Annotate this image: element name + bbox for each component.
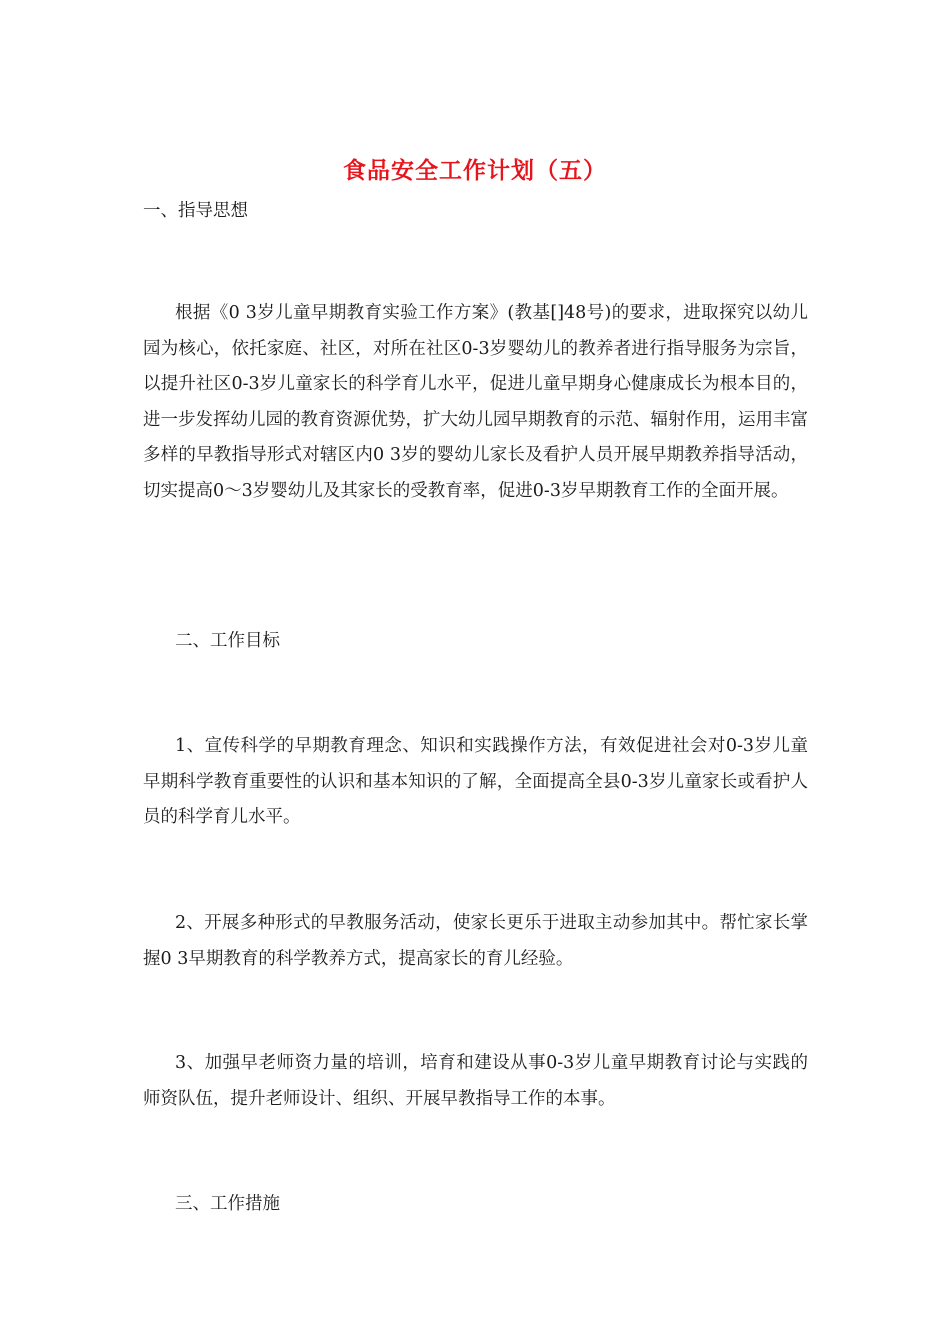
section-heading-work-goals: 二、工作目标 <box>175 631 280 651</box>
paragraph-goal-1: 1、宣传科学的早期教育理念、知识和实践操作方法，有效促进社会对0-3岁儿童早期科学教育重要性的认识和基本知识的了解，全面提高全县0-3岁儿童家长或看护人员的科学育儿水平。 <box>143 736 808 827</box>
section-heading-guiding-ideology: 一、指导思想 <box>143 201 248 221</box>
section-heading-work-measures: 三、工作措施 <box>175 1194 280 1214</box>
paragraph-goal-3: 3、加强早老师资力量的培训，培育和建设从事0-3岁儿童早期教育讨论与实践的师资队伍，提升老师设计、组织、开展早教指导工作的本事。 <box>143 1053 808 1109</box>
paragraph-guiding-ideology: 根据《0 3岁儿童早期教育实验工作方案》(教基[]48号)的要求，进取探究以幼儿园为核心，依托家庭、社区，对所在社区0-3岁婴幼儿的教养者进行指导服务为宗旨，以提升社区0-3岁儿童家长的科学育儿水平，促进儿童早期身心健康成长为根本目的，进一步发挥幼儿园的教育资源优势，扩大幼儿园早期教育的示范、辐射作用，运用丰富多样的早教指导形式对辖区内0 3岁的婴幼儿家长及看护人员开展早期教养指导活动，切实提高0～3岁婴幼儿及其家长的受教育率，促进0-3岁早期教育工作的全面开展。 <box>143 303 808 501</box>
paragraph-goal-2: 2、开展多种形式的早教服务活动，使家长更乐于进取主动参加其中。帮忙家长掌握0 3早期教育的科学教养方式，提高家长的育儿经验。 <box>143 913 808 969</box>
document-title: 食品安全工作计划（五） <box>343 158 607 184</box>
